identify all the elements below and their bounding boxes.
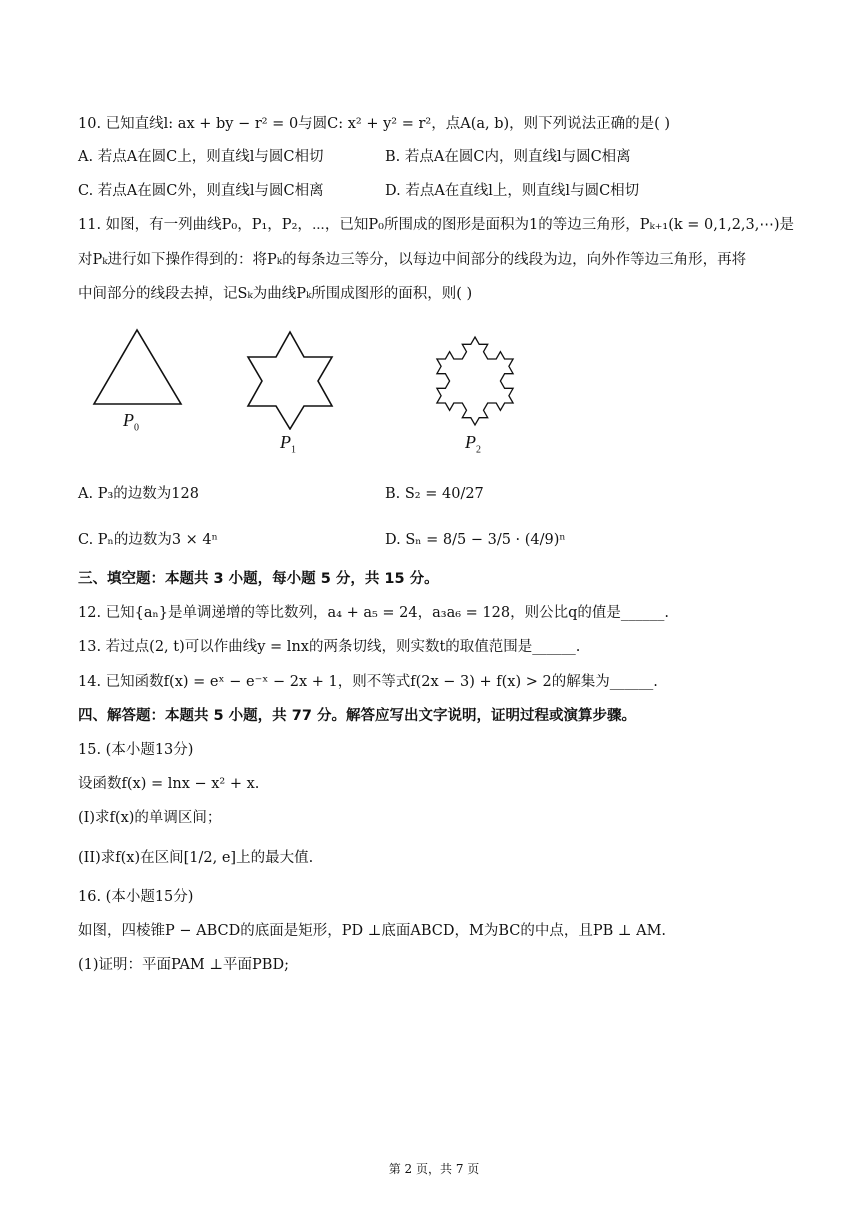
q10-option-d: D. 若点A在直线l上，则直线l与圆C相切	[385, 183, 640, 199]
q15-part1: (I)求f(x)的单调区间；	[78, 810, 222, 826]
q11-option-a: A. P₃的边数为128	[78, 486, 199, 502]
curve-p2-figure	[423, 321, 527, 429]
q10-option-b: B. 若点A在圆C内，则直线l与圆C相离	[385, 149, 631, 165]
q16-stem: 如图，四棱锥P − ABCD的底面是矩形，PD ⊥底面ABCD，M为BC的中点，且PB ⊥ AM.	[78, 923, 667, 939]
curve-p0-label: $P_0$	[123, 410, 139, 434]
q10-stem: 10. 已知直线l: ax + by − r² = 0与圆C: x² + y² = r²，点A(a, b)，则下列说法正确的是( )	[78, 116, 671, 132]
q16-header: 16. (本小题15分)	[78, 889, 194, 905]
q15-stem: 设函数f(x) = lnx − x² + x.	[78, 776, 260, 792]
curve-p1-figure	[240, 330, 340, 430]
q11-option-c: C. Pₙ的边数为3 × 4ⁿ	[78, 532, 218, 548]
q10-option-a: A. 若点A在圆C上，则直线l与圆C相切	[78, 149, 324, 165]
q15-header: 15. (本小题13分)	[78, 742, 194, 758]
q10-option-c: C. 若点A在圆C外，则直线l与圆C相离	[78, 183, 324, 199]
curve-p2-label: $P_2$	[465, 432, 481, 456]
curve-p0-figure	[90, 326, 190, 408]
q15-part2: (II)求f(x)在区间[1/2, e]上的最大值.	[78, 850, 314, 866]
q13-text: 13. 若过点(2, t)可以作曲线y = lnx的两条切线，则实数t的取值范围是______.	[78, 639, 581, 655]
q12-text: 12. 已知{aₙ}是单调递增的等比数列，a₄ + a₅ = 24，a₃a₆ = 128，则公比q的值是______.	[78, 605, 669, 621]
koch-curve-outline	[437, 337, 513, 425]
q11-stem-line3: 中间部分的线段去掉，记Sₖ为曲线Pₖ所围成图形的面积，则( )	[78, 286, 473, 302]
q11-stem-line1: 11. 如图，有一列曲线P₀，P₁，P₂，⋯，已知P₀所围成的图形是面积为1的等边三角形，Pₖ₊₁(k = 0,1,2,3,⋯)是	[78, 217, 795, 233]
q11-option-d: D. Sₙ = 8/5 − 3/5 · (4/9)ⁿ	[385, 532, 566, 548]
q16-part1: (1)证明：平面PAM ⊥平面PBD;	[78, 957, 289, 973]
q14-text: 14. 已知函数f(x) = eˣ − e⁻ˣ − 2x + 1，则不等式f(2x − 3) + f(x) > 2的解集为______.	[78, 674, 658, 690]
q11-stem-line2: 对Pₖ进行如下操作得到的：将Pₖ的每条边三等分，以每边中间部分的线段为边，向外作等边三角形，再将	[78, 252, 747, 268]
curve-p1-label: $P_1$	[280, 432, 296, 456]
q11-option-b: B. S₂ = 40/27	[385, 486, 484, 502]
section-4-heading: 四、解答题：本题共 5 小题，共 77 分。解答应写出文字说明，证明过程或演算步骤。	[78, 708, 636, 724]
page-footer: 第 2 页，共 7 页	[388, 1162, 480, 1176]
section-3-heading: 三、填空题：本题共 3 小题，每小题 5 分，共 15 分。	[78, 571, 439, 587]
